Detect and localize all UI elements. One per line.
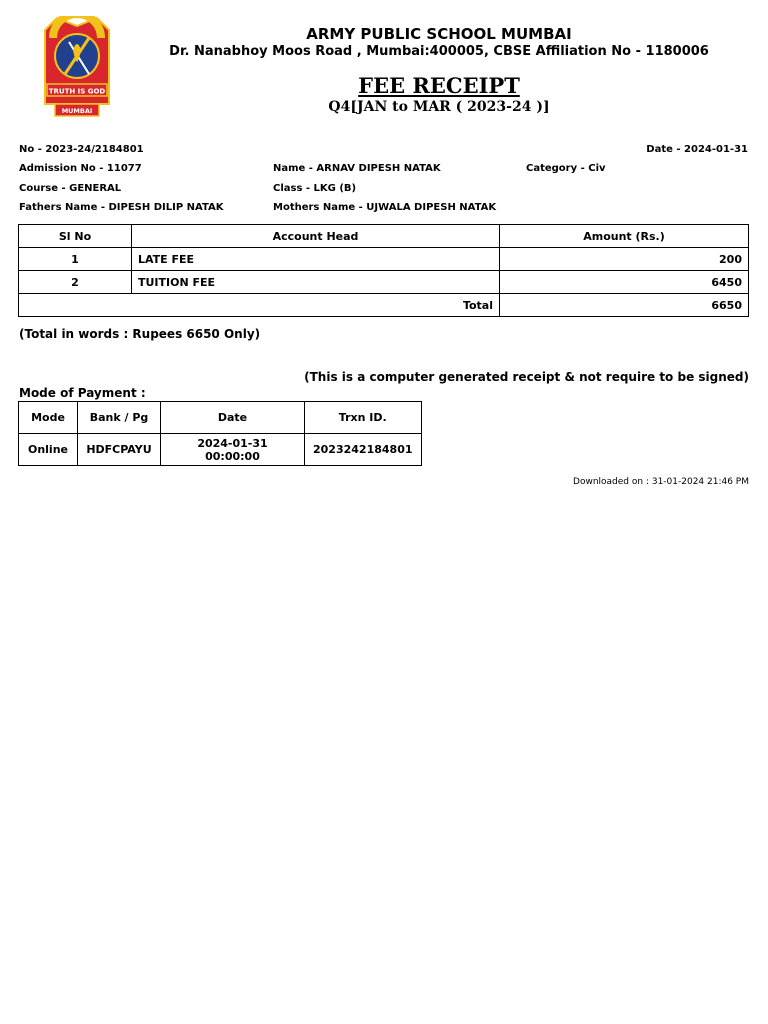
school-name: ARMY PUBLIC SCHOOL MUMBAI — [306, 25, 572, 43]
payment-table — [18, 401, 422, 466]
header-bank: Bank / Pg — [78, 402, 161, 434]
fee-table — [18, 224, 749, 317]
downloaded-on: Downloaded on : 31-01-2024 21:46 PM — [573, 477, 749, 487]
table-row — [19, 248, 749, 271]
row-account-head: TUITION FEE — [132, 271, 500, 294]
school-address: Dr. Nanabhoy Moos Road , Mumbai:400005, CBSE Affiliation No - 1180006 — [169, 44, 709, 59]
logo-motto: TRUTH IS GOD — [48, 87, 106, 96]
receipt-number: No - 2023-24/2184801 — [19, 144, 144, 155]
row-sl-no: 2 — [19, 271, 132, 294]
table-row — [19, 434, 422, 466]
row-account-head: LATE FEE — [132, 248, 500, 271]
payment-date: 2024-01-31 00:00:00 — [161, 434, 305, 466]
row-amount: 6450 — [500, 271, 749, 294]
course: Course - GENERAL — [19, 183, 122, 194]
total-row — [19, 294, 749, 317]
receipt-date: Date - 2024-01-31 — [646, 144, 748, 155]
total-label: Total — [19, 294, 500, 317]
mothers-name: Mothers Name - UJWALA DIPESH NATAK — [273, 202, 497, 213]
receipt-period: Q4[JAN to MAR ( 2023-24 )] — [328, 99, 550, 115]
header-amount: Amount (Rs.) — [500, 225, 749, 248]
header-date: Date — [161, 402, 305, 434]
student-name: Name - ARNAV DIPESH NATAK — [273, 163, 441, 174]
row-amount: 200 — [500, 248, 749, 271]
receipt-title: FEE RECEIPT — [358, 73, 520, 98]
mode-of-payment-label: Mode of Payment : — [19, 386, 146, 400]
payment-trxn-id: 2023242184801 — [305, 434, 422, 466]
header-mode: Mode — [19, 402, 78, 434]
header-trxn-id: Trxn ID. — [305, 402, 422, 434]
admission-number: Admission No - 11077 — [19, 163, 142, 174]
total-in-words: (Total in words : Rupees 6650 Only) — [19, 327, 261, 341]
student-class: Class - LKG (B) — [273, 183, 357, 194]
header-account-head: Account Head — [132, 225, 500, 248]
payment-bank: HDFCPAYU — [78, 434, 161, 466]
total-amount: 6650 — [500, 294, 749, 317]
row-sl-no: 1 — [19, 248, 132, 271]
fathers-name: Fathers Name - DIPESH DILIP NATAK — [19, 202, 224, 213]
fee-table-header — [19, 225, 749, 248]
header-sl-no: Sl No — [19, 225, 132, 248]
payment-mode: Online — [19, 434, 78, 466]
computer-generated-note: (This is a computer generated receipt & not require to be signed) — [304, 370, 749, 384]
table-row — [19, 271, 749, 294]
logo-city: MUMBAI — [61, 107, 93, 115]
student-category: Category - Civ — [526, 163, 606, 174]
payment-table-header — [19, 402, 422, 434]
